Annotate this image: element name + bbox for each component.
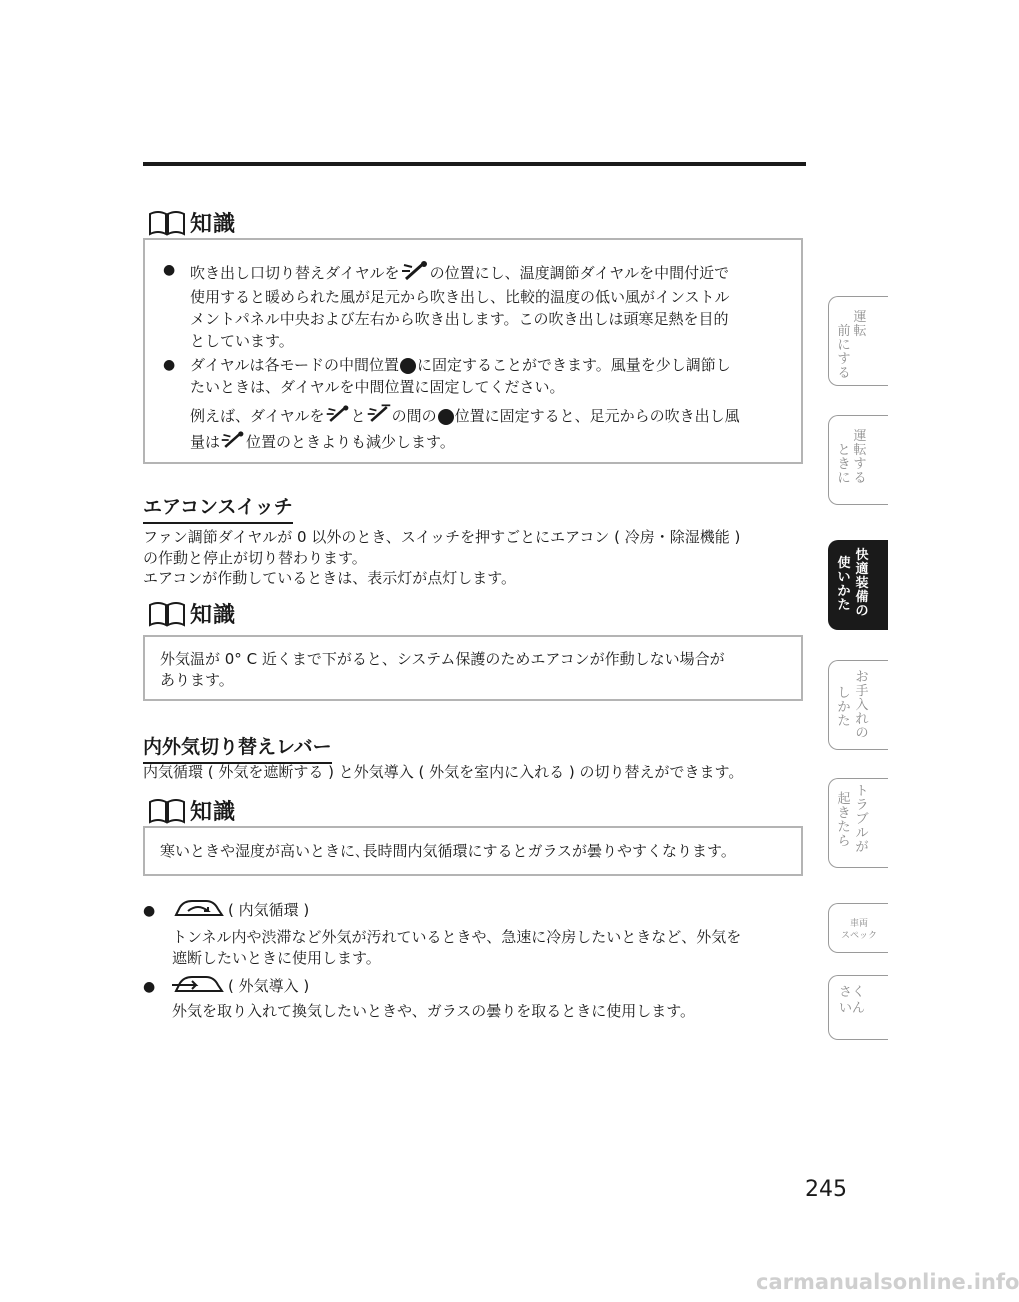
tab-trouble[interactable]: トラブルが 起きたら <box>828 778 888 868</box>
knowledge-heading <box>148 795 236 826</box>
aircon-text-3: エアコンが作動しているときは、表示灯が点灯します。 <box>143 569 517 587</box>
bullet: ● <box>163 262 176 278</box>
foot-vent-icon <box>325 402 351 426</box>
header-rule <box>143 162 806 166</box>
book-icon <box>148 601 186 627</box>
box1-line5: ダイヤルは各モードの中間位置 に固定することができます。風量を少し調節し <box>190 356 731 374</box>
recirculation-text-2: 遮断したいときに使用します。 <box>172 949 381 967</box>
box1-line2: 使用すると暖められた風が足元から吹き出し、比較的温度の低い風がインストル <box>190 288 730 306</box>
foot-defrost-vent-icon <box>366 402 392 426</box>
fresh-air-title: ( 外気導入 ) <box>228 977 310 995</box>
knowledge-label: 知識 <box>190 800 237 825</box>
recirculation-icon <box>170 895 226 923</box>
aircon-text-1: ファン調節ダイヤルが 0 以外のとき、スイッチを押すごとにエアコン ( 冷房・除湿機能 ) <box>143 528 741 546</box>
lever-text: 内気循環 ( 外気を遮断する ) と外気導入 ( 外気を室内に入れる ) の切り替えができます。 <box>143 763 744 781</box>
knowledge-label: 知識 <box>190 212 237 237</box>
knowledge-heading <box>148 598 236 629</box>
box1-line6: たいときは、ダイヤルを中間位置に固定してください。 <box>190 378 565 396</box>
section-heading-air-lever: 内外気切り替えレバー <box>143 732 332 759</box>
bullet: ● <box>143 979 156 995</box>
bullet: ● <box>143 903 156 919</box>
tab-while-driving[interactable]: 運転する ときに <box>828 415 888 505</box>
tab-comfort-equipment[interactable]: 快適装備の 使いかた <box>828 540 888 630</box>
box3-line1: 寒いときや湿度が高いときに､長時間内気循環にするとガラスが曇りやすくなります。 <box>160 842 736 860</box>
page-number: 245 <box>805 1177 847 1202</box>
tab-maintenance[interactable]: お手入れの しかた <box>828 660 888 750</box>
tab-index[interactable]: さく いん <box>828 975 888 1040</box>
tab-vehicle-spec[interactable]: 車両 スペック <box>828 903 888 953</box>
fresh-air-icon <box>170 971 226 999</box>
watermark: carmanualsonline.info <box>756 1270 1019 1294</box>
knowledge-label: 知識 <box>190 603 237 628</box>
recirculation-text-1: トンネル内や渋滞など外気が汚れているときや、急速に冷房したいときなど、外気を <box>172 928 742 946</box>
aircon-text-2: の作動と停止が切り替わります。 <box>143 549 367 567</box>
recirculation-title: ( 内気循環 ) <box>228 901 310 919</box>
foot-vent-icon <box>400 259 430 283</box>
box1-line3: メントパネル中央および左右から吹き出します。この吹き出しは頭寒足熱を目的 <box>190 310 729 328</box>
book-icon <box>148 798 186 824</box>
book-icon <box>148 210 186 236</box>
bullet: ● <box>163 357 176 373</box>
box1-line8: 量は 位置のときよりも減少します。 <box>190 428 455 453</box>
box2-line2: あります。 <box>160 671 234 689</box>
box1-line7: 例えば、ダイヤルを と の間の 位置に固定すると、足元からの吹き出し風 <box>190 402 740 427</box>
dot-position-icon <box>437 408 455 426</box>
box1-line4: としています。 <box>190 332 294 350</box>
tab-before-driving[interactable]: 運転 前にする <box>828 296 888 386</box>
box2-line1: 外気温が 0° C 近くまで下がると、システム保護のためエアコンが作動しない場合が <box>160 650 725 668</box>
fresh-air-text-1: 外気を取り入れて換気したいときや、ガラスの曇りを取るときに使用します。 <box>172 1002 696 1020</box>
knowledge-heading <box>148 207 236 238</box>
foot-vent-icon <box>220 428 246 452</box>
box1-line1: 吹き出し口切り替えダイヤルを の位置にし、温度調節ダイヤルを中間付近で <box>190 259 729 284</box>
section-heading-aircon-switch: エアコンスイッチ <box>143 492 293 519</box>
dot-position-icon <box>399 357 417 375</box>
